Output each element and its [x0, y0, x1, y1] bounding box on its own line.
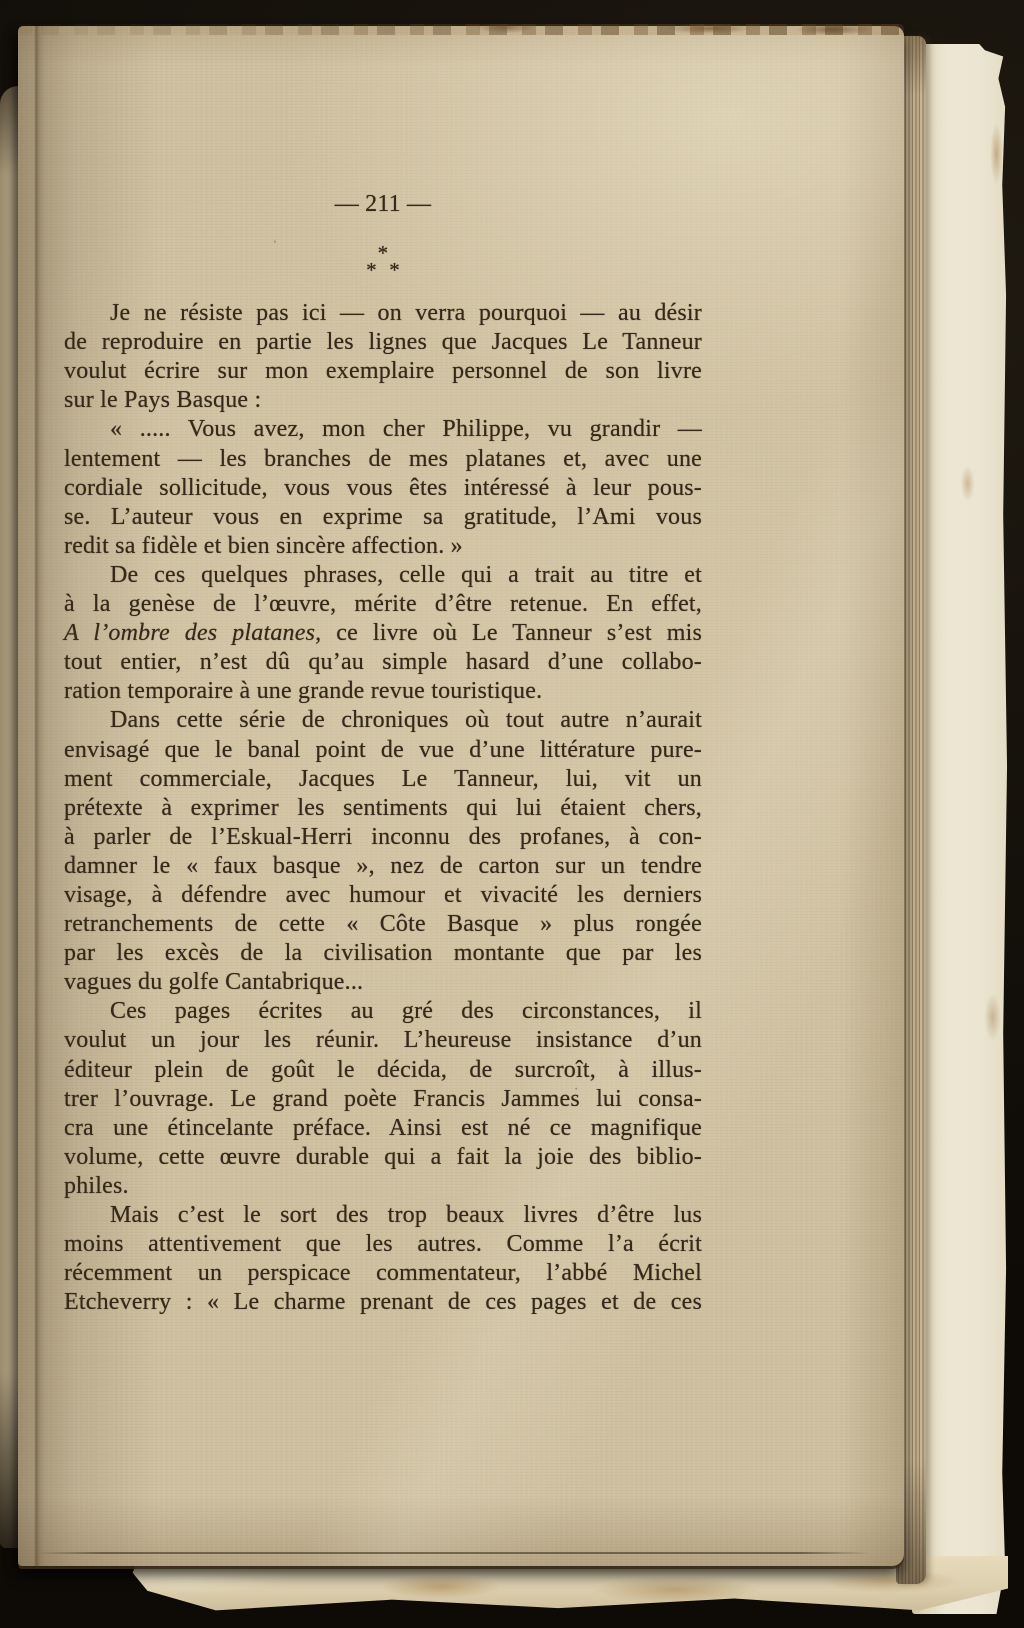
text-line: Dans cette série de chroniques où tout autre n’aurait	[110, 707, 702, 734]
text-line: redit sa fidèle et bien sincère affection. »	[64, 532, 463, 559]
text-line: A l’ombre des platanes, ce livre où Le Tanneur s’est mis	[64, 620, 702, 647]
section-break-star-bottom: * *	[366, 258, 400, 283]
text-line: De ces quelques phrases, celle qui a trait au titre et	[110, 561, 702, 588]
paragraph	[64, 561, 702, 706]
text-line: prétexte à exprimer les sentiments qui lui étaient chers,	[64, 794, 702, 821]
text-line: damner le « faux basque », nez de carton sur un tendre	[64, 852, 702, 879]
text-line: philes.	[64, 1172, 129, 1199]
text-line: visage, à défendre avec humour et vivacité les derniers	[64, 881, 702, 908]
text-line: Etcheverry : « Le charme prenant de ces pages et de ces	[64, 1289, 702, 1316]
paragraphs-container	[64, 299, 702, 1317]
text-line: Ces pages écrites au gré des circonstances, il	[110, 998, 702, 1025]
text-line: éditeur plein de goût le décida, de surcroît, à illus-	[64, 1056, 702, 1083]
text-line: de reproduire en partie les lignes que Jacques Le Tanneur	[64, 329, 702, 356]
paragraph	[64, 1201, 702, 1317]
text-line: à parler de l’Eskual-Herri inconnu des profanes, à con-	[64, 823, 702, 850]
top-deckle-edge	[18, 24, 904, 35]
text-line: récemment un perspicace commentateur, l’abbé Michel	[64, 1260, 702, 1287]
text-line: vagues du golfe Cantabrique...	[64, 969, 364, 996]
paragraph	[64, 299, 702, 415]
text-line: envisagé que le banal point de vue d’une littérature pure-	[64, 736, 702, 763]
text-line: à la genèse de l’œuvre, mérite d’être retenue. En effet,	[64, 591, 702, 618]
text-line: trer l’ouvrage. Le grand poète Francis Jammes lui consa-	[64, 1085, 702, 1112]
section-break-star-top: *	[377, 241, 389, 266]
text-line: cordiale sollicitude, vous vous êtes intéressé à leur pous-	[64, 474, 702, 501]
paragraph	[64, 706, 702, 997]
text-line: sur le Pays Basque :	[64, 387, 262, 414]
text-block	[64, 190, 702, 1317]
text-line: cra une étincelante préface. Ainsi est né ce magnifique	[64, 1114, 702, 1141]
text-line: volume, cette œuvre durable qui a fait la joie des biblio-	[64, 1143, 702, 1170]
text-line: se. L’auteur vous en exprime sa gratitude, l’Ami vous	[64, 503, 702, 530]
text-line: moins attentivement que les autres. Comme l’a écrit	[64, 1231, 702, 1258]
page-number: — 211 —	[334, 191, 432, 217]
text-line: par les excès de la civilisation montante que par les	[64, 940, 702, 967]
text-line: ration temporaire à une grande revue touristique.	[64, 678, 543, 705]
text-line: Je ne résiste pas ici — on verra pourquoi — au désir	[110, 300, 702, 327]
text-line: tout entier, n’est dû qu’au simple hasard d’une collabo-	[64, 649, 702, 676]
text-line: lentement — les branches de mes platanes et, avec une	[64, 445, 702, 472]
text-line: ment commerciale, Jacques Le Tanneur, lui, vit un	[64, 765, 702, 792]
underlying-page-edge	[912, 44, 1008, 1614]
text-line: Mais c’est le sort des trop beaux livres d’être lus	[110, 1202, 702, 1228]
text-line: retranchements de cette « Côte Basque » plus rongée	[64, 911, 702, 938]
text-line: voulut écrire sur mon exemplaire personnel de son livre	[64, 358, 702, 385]
text-line: voulut un jour les réunir. L’heureuse insistance d’un	[64, 1027, 702, 1054]
section-break	[64, 241, 702, 283]
text-line: « ..... Vous avez, mon cher Philippe, vu grandir —	[110, 416, 702, 443]
paragraph	[64, 997, 702, 1201]
paragraph	[64, 415, 702, 560]
